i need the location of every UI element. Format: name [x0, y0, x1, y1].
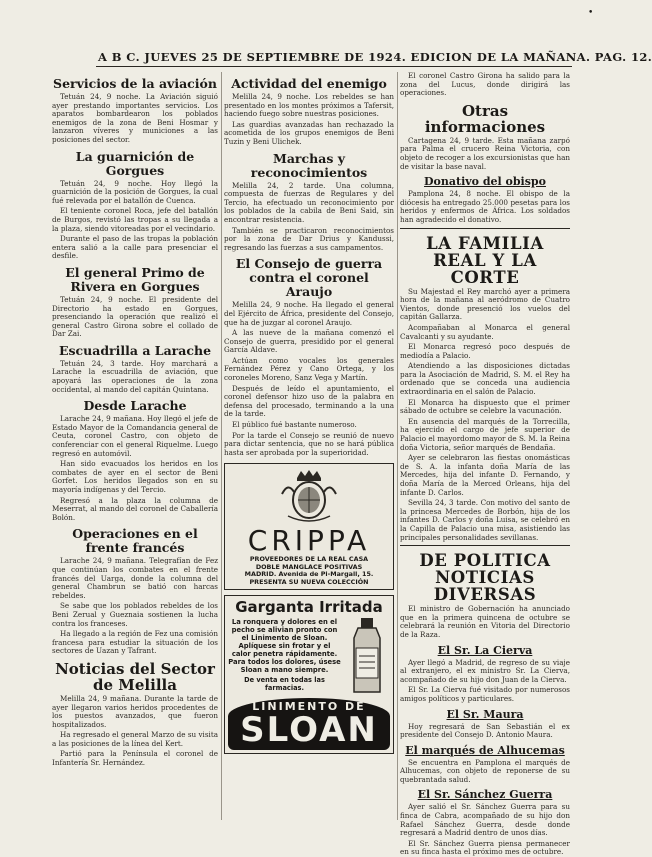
article-paragraph: El teniente coronel Roca, jefe del batallón de Burgos, revistó las tropas a su llegada a la plaza, siendo vitoreadas por el vecindario.	[52, 206, 218, 233]
banner-top-text: LINIMENTO DE	[252, 700, 366, 714]
sloan-banner	[228, 698, 390, 750]
article-paragraph: A las nueve de la mañana comenzó el Consejo de guerra, presidido por el general García Aldave.	[224, 328, 394, 355]
article-paragraph: Tetuán 24, 9 noche. El presidente del Directorio ha estado en Gorgues, presenciando la operación que realizó el general Castro Girona sobre el collado de Dar Zai.	[52, 294, 218, 339]
headline: La guarnición de Gorgues	[75, 148, 195, 178]
page-header: A B C. JUEVES 25 DE SEPTIEMBRE DE 1924. EDICION DE LA MAÑANA. PAG. 12.	[98, 50, 652, 64]
article-paragraph: Cartagena 24, 9 tarde. Esta mañana zarpó para Palma el crucero Reina Victoria, con objeto de recoger a los excursionistas que han de visitar la base naval.	[400, 135, 570, 171]
article-paragraph: Después de leído el apuntamiento, el coronel defensor hizo uso de la palabra en defensa del procesado, terminando a la una de la tarde.	[224, 383, 394, 419]
article-paragraph: Sevilla 24, 3 tarde. Con motivo del santo de la princesa Mercedes de Borbón, hija de los infantes D. Carlos y doña Luisa, se celebró en la Capilla de Palacio una misa, asistiendo las principales personalidades sevillanas.	[400, 498, 570, 542]
article-paragraph: El público fué bastante numeroso.	[232, 420, 357, 430]
article-paragraph: Su Majestad el Rey marchó ayer a primera hora de la mañana al aeródromo de Cuatro Vientos, donde presenció los vuelos del capitán Gallarza.	[400, 286, 570, 322]
header-rule	[96, 66, 572, 67]
article-paragraph: Regresó a la plaza la columna de Meserrat, al mando del coronel de Caballería Bolón.	[52, 495, 218, 522]
article-paragraph: Han sido evacuados los heridos en los combates de ayer en el sector de Beni Gorfet. Los heridos llegados son en su mayoría indígenas y del Tercio.	[52, 459, 218, 494]
article-paragraph: Ayer llegó a Madrid, de regreso de su viaje al extranjero, el ex ministro Sr. La Cierva, acompañado de su hijo don Juan de la Cierva.	[400, 657, 570, 684]
article-paragraph: Melilla 24, 9 mañana. Durante la tarde de ayer llegaron varios heridos procedentes de los puestos avanzados, que fueron hospitalizados.	[52, 693, 218, 729]
column-divider	[397, 72, 398, 820]
advertiser-name: CRIPPA	[247, 524, 371, 558]
liniment-bottle-icon	[344, 616, 390, 694]
corner-mark: •	[588, 8, 594, 18]
ad-address: MADRID. Avenida de Pi-Margall, 15.	[244, 570, 374, 579]
headline: Desde Larache	[83, 398, 187, 414]
column-divider	[221, 72, 222, 820]
article-paragraph: Las guardias avanzadas han rechazado la acometida de los grupos enemigos de Beni Tuzin y Beni Ulichek.	[224, 119, 394, 146]
headline: Noticias del Sector de Melilla	[55, 659, 215, 694]
article-paragraph: Ha llegado a la región de Fez una comisión francesa para estudiar la situación de los sectores de Uazan y Tafrant.	[52, 629, 218, 656]
article-paragraph: El Monarca regresó poco después de mediodía a Palacio.	[400, 342, 570, 360]
headline: El Consejo de guerra contra el coronel Araujo	[235, 256, 383, 300]
article-paragraph: Tetuán 24, 3 tarde. Hoy marchará a Larache la escuadrilla de aviación, que apoyará las operaciones de la zona occidental, al mando del capitán Quintana.	[52, 358, 218, 394]
column-3	[400, 71, 570, 857]
column-1	[52, 72, 218, 820]
headline: Escuadrilla a Larache	[58, 342, 212, 358]
ad-line: PROVEEDORES DE LA REAL CASA	[249, 555, 369, 564]
ad-sale-note: De venta en todas las farmacias.	[244, 676, 325, 693]
ad-title: Garganta Irritada	[235, 598, 383, 617]
article-paragraph: Atendiendo a las disposiciones dictadas para la Asociación de Madrid, S. M. el Rey ha ordenado que se conceda una audiencia extraordinaria en el salón de Palacio.	[400, 361, 570, 397]
article-paragraph: El Monarca ha dispuesto que el primer sábado de octubre se celebre la vacunación.	[400, 397, 570, 416]
article-paragraph: Melilla 24, 9 noche. Ha llegado el general del Ejército de África, presidente del Consejo, que ha de juzgar al coronel Araujo.	[224, 300, 394, 327]
ad-line: PRESENTA SU NUEVA COLECCIÓN	[249, 577, 369, 586]
article-paragraph: Por la tarde el Consejo se reunió de nuevo para dictar sentencia, que no se hará pública hasta ser aprobada por la superioridad.	[224, 430, 394, 457]
article-paragraph: Ha regresado el general Marzo de su visita a las posiciones de la línea del Kert.	[52, 730, 218, 748]
article-paragraph: Pamplona 24, 8 noche. El obispo de la diócesis ha entregado 25.000 pesetas para los heridos y enfermos de África. Los soldados han agradecido el donativo.	[400, 189, 570, 224]
section-headline: DE POLITICA NOTICIAS DIVERSAS	[419, 551, 551, 605]
article-paragraph: El Sr. Sánchez Guerra piensa permanecer en su finca hasta el próximo mes de octubre.	[400, 838, 570, 857]
subheadline: El Sr. Sánchez Guerra	[417, 788, 553, 802]
headline: Servicios de la aviación	[53, 76, 217, 91]
headline: Marchas y reconocimientos	[250, 150, 368, 180]
ad-body: La ronquera y dolores en el pecho se alivian pronto con el Linimento de Sloan. Aplíquese sin frotar y el calor penetra rápidamente. Para todos los dolores, úsese Sloan a mano siempre.	[228, 618, 341, 675]
crippa-advertisement	[224, 463, 394, 590]
article-paragraph: Larache 24, 9 mañana. Telegrafían de Fez que continúan los combates en el frente francés del Uarga, donde la columna del general Chambrun se batió con harcas rebeldes.	[52, 556, 218, 600]
article-paragraph: Acompañaban al Monarca el general Cavalcanti y su ayudante.	[400, 322, 570, 341]
section-rule	[400, 228, 570, 229]
article-paragraph: Se encuentra en Pamplona el marqués de Alhucemas, con objeto de reponerse de su quebrantada salud.	[400, 757, 570, 784]
ad-line: DOBLE MANGLACE POSITIVAS	[255, 562, 363, 571]
article-paragraph: Hoy regresará de San Sebastián el ex presidente del Consejo D. Antonio Maura.	[400, 721, 570, 740]
article-paragraph: Actúan como vocales los generales Fernández Pérez y Cano Ortega, y los coroneles Moreno, Sanz Vega y Martín.	[224, 355, 394, 383]
subheadline: Donativo del obispo	[424, 175, 546, 189]
article-paragraph: Partió para la Península el coronel de Infantería Sr. Hernández.	[52, 749, 218, 768]
article-paragraph: Larache 24, 9 mañana. Hoy llegó el jefe de Estado Mayor de la Comandancia general de Ceuta, coronel Castro, con objeto de conferenciar con el general Riquelme. Luego regresó en automóvil.	[52, 414, 218, 458]
article-paragraph: Ayer salió el Sr. Sánchez Guerra para su finca de Cabra, acompañado de su hijo don Rafael Sánchez Guerra, desde donde regresará a Madrid dentro de unos días.	[400, 802, 570, 838]
article-paragraph: Ayer se celebraron las fiestas onomásticas de S. A. la infanta doña María de las Mercedes, hija del infante D. Fernando, y doña María de la Merced Orleans, hija del infante D. Carlos.	[400, 453, 570, 497]
headline: Operaciones en el frente francés	[72, 526, 198, 556]
article-paragraph: Se sabe que los poblados rebeldes de los Beni Zerual y Gueznaia sostienen la lucha contra los franceses.	[52, 601, 218, 628]
subheadline: El Sr. La Cierva	[437, 643, 533, 657]
headline: Actividad del enemigo	[231, 76, 387, 91]
royal-crest-icon	[274, 468, 344, 526]
column-2	[224, 72, 394, 820]
article-paragraph: El ministro de Gobernación ha anunciado que en la primera quincena de octubre se celebrará la reunión en Vitoria del Directorio de la Raza.	[400, 604, 570, 639]
article-paragraph: También se practicaron reconocimientos por la zona de Dar Drius y Kandussi, regresando las fuerzas a sus campamentos.	[224, 225, 394, 252]
section-headline: LA FAMILIA REAL Y LA CORTE	[426, 233, 544, 287]
headline: El general Primo de Rivera en Gorgues	[65, 264, 205, 294]
subheadline: El Sr. Maura	[446, 707, 524, 721]
article-paragraph: Tetuán 24, 9 noche. La Aviación siguió ayer prestando importantes servicios. Los aparatos bombardearon los poblados enemigos de la zona de Beni Hosmar y lanzaron víveres y municiones a las posiciones del sector.	[52, 92, 218, 144]
article-paragraph: Melilla 24, 9 noche. Los rebeldes se han presentado en los montes próximos a Tafersit, haciendo fuego sobre nuestras posiciones.	[224, 92, 394, 119]
headline: Otras informaciones	[424, 101, 546, 136]
section-rule	[400, 545, 570, 546]
subheadline: El marqués de Alhucemas	[405, 743, 565, 757]
article-paragraph: Durante el paso de las tropas la población entera salió a la calle para presenciar el desfile.	[52, 234, 218, 261]
article-paragraph: En ausencia del marqués de la Torrecilla, ha ejercido el cargo de jefe superior de Palacio el mayordomo mayor de S. M. la Reina doña Victoria, señor marqués de Bendaña.	[400, 416, 570, 452]
article-paragraph: Tetuán 24, 9 noche. Hoy llegó la guarnición de la posición de Gorgues, la cual fué relevada por el batallón de Cuenca.	[52, 178, 218, 205]
sloan-advertisement	[224, 595, 394, 754]
article-paragraph: El coronel Castro Girona ha salido para la zona del Lucus, donde dirigirá las operaciones.	[400, 71, 570, 98]
article-paragraph: Melilla 24, 2 tarde. Una columna, compuesta de fuerzas de Regulares y del Tercio, ha efectuado un reconocimiento por los poblados de la cabila de Beni Said, sin encontrar resistencia.	[224, 180, 394, 224]
banner-brand: SLOAN	[240, 710, 378, 751]
article-paragraph: El Sr. La Cierva fué visitado por numerosos amigos políticos y particulares.	[400, 685, 570, 703]
